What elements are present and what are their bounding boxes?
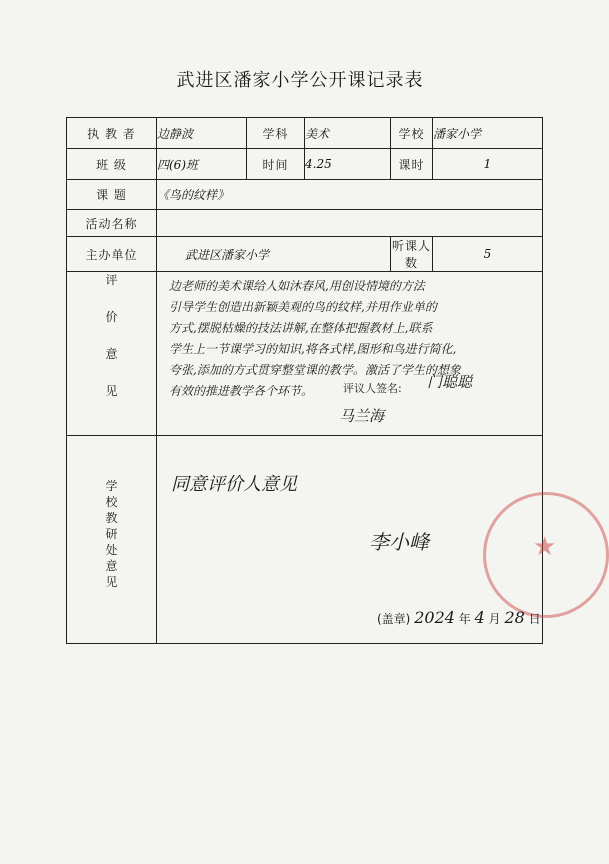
seal-star-icon: ★ <box>533 532 557 562</box>
evaluator-signature: 马兰海 <box>339 407 385 425</box>
day-label: 日 <box>528 612 541 626</box>
lessons-label: 课时 <box>391 149 433 180</box>
school-opinion-label-char: 校 <box>105 495 118 509</box>
school-opinion-label-char: 学 <box>105 479 118 493</box>
month-label: 月 <box>488 612 501 626</box>
comment-line: 引导学生创造出新颖美观的鸟的纹样,并用作业单的 <box>169 300 437 314</box>
topic-value: 《鸟的纹样》 <box>157 180 543 210</box>
topic-label: 课 题 <box>67 180 157 210</box>
table-row <box>67 118 543 149</box>
year-label: 年 <box>458 612 471 626</box>
teacher-value: 边静波 <box>157 118 247 149</box>
organizer-label: 主办单位 <box>67 237 157 272</box>
school-opinion-label-char: 处 <box>105 543 118 557</box>
lessons-value: 1 <box>433 149 543 180</box>
table-row <box>67 436 543 644</box>
teacher-label: 执 教 者 <box>67 118 157 149</box>
organizer-value: 武进区潘家小学 <box>157 237 391 272</box>
school-signature: 李小峰 <box>369 530 429 554</box>
school-label: 学校 <box>391 118 433 149</box>
audience-value: 5 <box>433 237 543 272</box>
comment-line: 夸张,添加的方式贯穿整堂课的教学。激活了学生的想象 <box>169 363 461 377</box>
table-row <box>67 237 543 272</box>
school-opinion-label-char: 教 <box>105 511 118 525</box>
school-opinion-label-char: 研 <box>105 527 118 541</box>
table-row <box>67 210 543 237</box>
school-opinion-content <box>157 436 557 644</box>
school-opinion-label <box>67 436 157 644</box>
stamp-date <box>377 608 541 627</box>
table-row <box>67 149 543 180</box>
comment-line: 方式,摆脱枯燥的技法讲解,在整体把握教材上,联系 <box>169 321 433 335</box>
date-year: 2024 <box>414 608 455 627</box>
evaluation-comment <box>157 272 543 436</box>
table-row <box>67 272 543 436</box>
class-value: 四(6)班 <box>157 149 247 180</box>
evaluation-label-char: 价 <box>105 310 118 324</box>
activity-value <box>157 210 543 237</box>
school-opinion-label-char: 见 <box>105 575 118 589</box>
school-value: 潘家小学 <box>433 118 543 149</box>
table-row <box>67 180 543 210</box>
comment-line: 学生上一节课学习的知识,将各式样,图形和鸟进行简化, <box>169 342 457 356</box>
evaluation-label-char: 见 <box>105 384 118 398</box>
date-month: 4 <box>474 608 485 627</box>
time-value: 4.25 <box>305 149 391 180</box>
date-day: 28 <box>504 608 525 627</box>
time-label: 时间 <box>247 149 305 180</box>
evaluator-signature: 门聪聪 <box>427 373 473 391</box>
page-title: 武进区潘家小学公开课记录表 <box>176 70 424 91</box>
evaluator-label: 评议人签名: <box>343 382 402 395</box>
class-label: 班 级 <box>67 149 157 180</box>
comment-line: 边老师的美术课给人如沐春风,用创设情境的方法 <box>169 279 425 293</box>
comment-line: 有效的推进教学各个环节。 <box>169 384 314 398</box>
evaluation-label-char: 评 <box>105 273 118 287</box>
school-opinion-text: 同意评价人意见 <box>171 474 297 495</box>
evaluation-label-char: 意 <box>105 347 118 361</box>
record-table <box>66 117 557 644</box>
subject-value: 美术 <box>305 118 391 149</box>
school-opinion-label-char: 意 <box>105 559 118 573</box>
subject-label: 学科 <box>247 118 305 149</box>
audience-label: 听课人数 <box>391 237 433 272</box>
activity-label: 活动名称 <box>67 210 157 237</box>
stamp-prefix: (盖章) <box>377 612 411 626</box>
evaluation-label <box>67 272 157 436</box>
